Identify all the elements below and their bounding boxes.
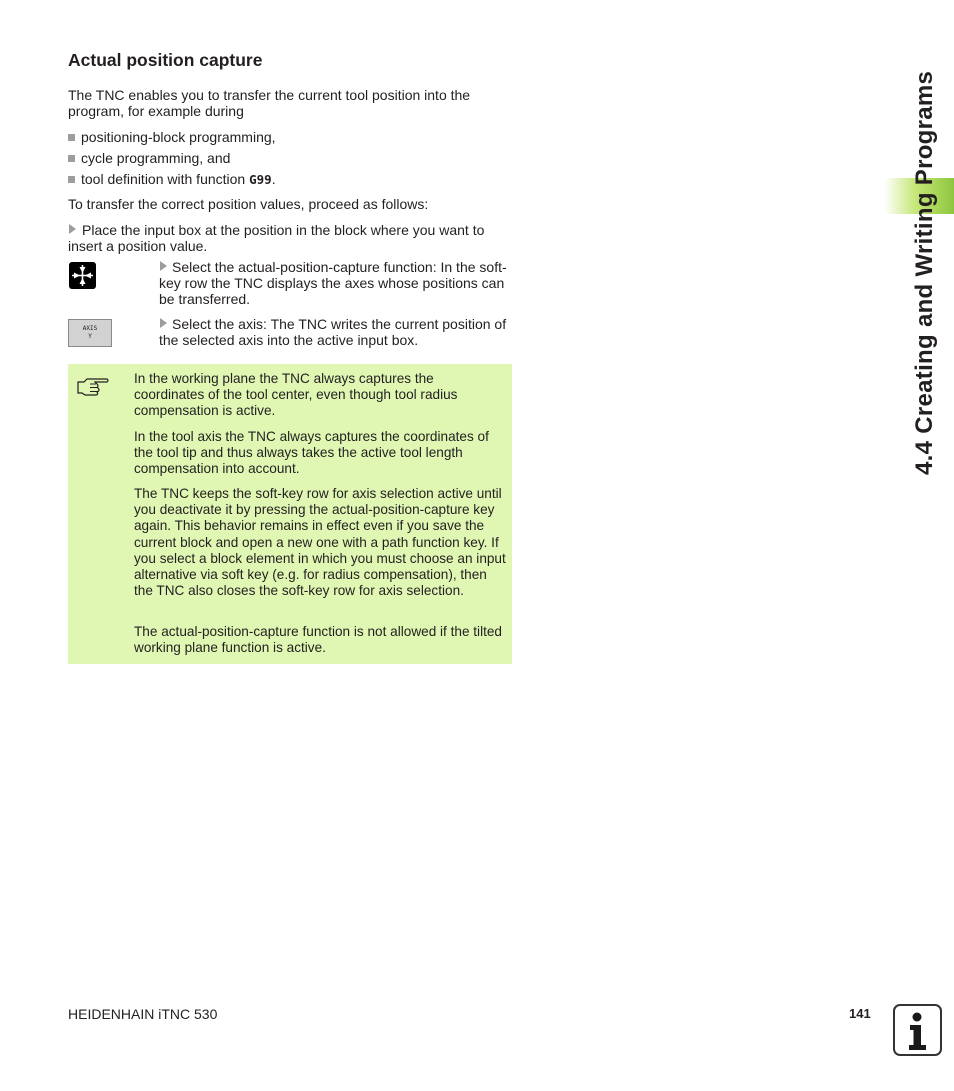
list-item: cycle programming, and (68, 150, 508, 166)
chapter-side-title: 4.4 Creating and Writing Programs (911, 70, 938, 475)
list-item: positioning-block programming, (68, 129, 508, 145)
list-item: tool definition with function G99. (68, 171, 508, 188)
actual-position-capture-key-icon[interactable] (69, 262, 96, 289)
square-bullet-icon (68, 176, 75, 183)
square-bullet-icon (68, 134, 75, 141)
note-paragraph: In the working plane the TNC always captures the coordinates of the tool center, even though tool radius compensation is active. (134, 371, 458, 419)
function-code: G99 (249, 172, 272, 187)
step-2: Select the actual-position-capture function: In the soft-key row the TNC displays the axes whose positions can be transferred. (159, 259, 507, 307)
note-box (68, 364, 512, 664)
crosshair-icon (69, 262, 96, 289)
info-icon (893, 1004, 942, 1056)
section-heading: Actual position capture (68, 50, 263, 70)
axis-y-softkey[interactable]: AXIS Y (68, 319, 112, 347)
note-paragraph: The TNC keeps the soft-key row for axis selection active until you deactivate it by pressing the actual-position-capture key again. This behavior remains in effect even if you save the current block and open a new one with a path function key. If you select a block element in which you must choose an input alternative via soft key (e.g. for radius compensation), then the TNC also closes the soft-key row for axis selection. (134, 486, 506, 599)
proceed-paragraph: To transfer the correct position values, proceed as follows: (68, 196, 429, 212)
pointing-hand-icon (76, 375, 110, 397)
footer-product: HEIDENHAIN iTNC 530 (68, 1006, 218, 1022)
step-1: Place the input box at the position in the block where you want to insert a position value. (68, 222, 485, 254)
step-3: Select the axis: The TNC writes the current position of the selected axis into the active input box. (159, 316, 507, 348)
square-bullet-icon (68, 155, 75, 162)
page-number: 141 (849, 1006, 871, 1021)
note-paragraph: In the tool axis the TNC always captures the coordinates of the tool tip and thus always takes the active tool length compensation into account. (134, 429, 489, 477)
intro-paragraph: The TNC enables you to transfer the current tool position into the program, for example during (68, 87, 471, 119)
note-paragraph: The actual-position-capture function is not allowed if the tilted working plane function is active. (134, 624, 502, 656)
